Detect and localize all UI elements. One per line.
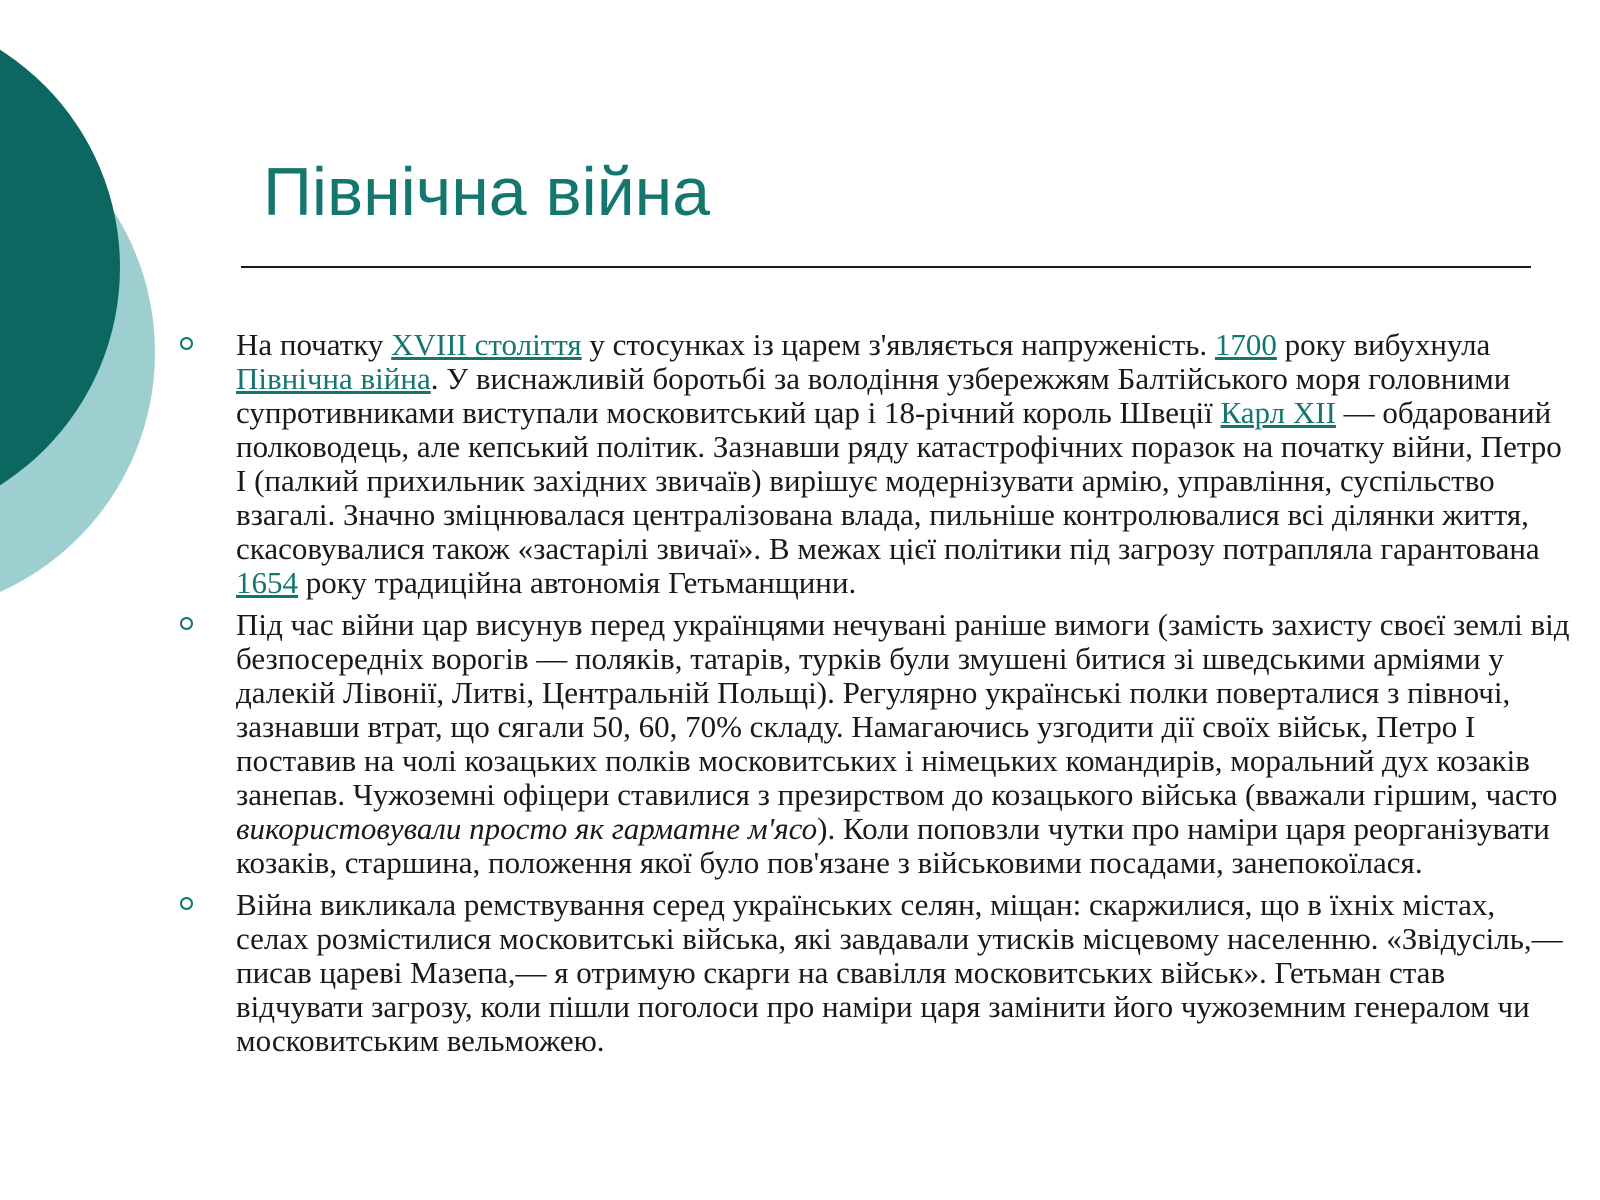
- hollow-circle-bullet-icon: [180, 337, 193, 350]
- title-divider: [241, 266, 1531, 268]
- text-segment: — обдарований полководець, але кепський політик. Зазнавши ряду катастрофічних поразок на початку війни, Петро I (палкий прихильник західних звичаїв) вирішує модернізувати армію, управління, суспільство взагалі. Значно зміцнювалася централізована влада, пильніше контролювалися всі ділянки життя, скасовувалися також «застарілі звичаї». В межах цієї політики під загрозу потрапляла гарантована: [236, 395, 1562, 566]
- hollow-circle-bullet-icon: [180, 617, 193, 630]
- bullet-paragraph-2: [180, 608, 1575, 880]
- italic-text-segment: використовували просто як гарматне м'ясо: [236, 811, 818, 846]
- text-segment: року вибухнула: [1276, 327, 1491, 362]
- link-charles-xii[interactable]: Карл XII: [1220, 395, 1336, 430]
- link-1700[interactable]: 1700: [1214, 327, 1277, 362]
- text-segment: у стосунках із царем з'являється напруженість.: [581, 327, 1215, 362]
- slide-title: Північна війна: [263, 154, 711, 230]
- link-xviii-century[interactable]: XVIII століття: [391, 327, 582, 362]
- bullet-paragraph-1: [180, 328, 1575, 600]
- text-segment: Війна викликала ремствування серед українських селян, міщан: скаржилися, що в їхніх містах, селах розмістилися московитські війська, які завдавали утисків місцевому населенню. «Звідусіль,— писав цареві Мазепа,— я отримую скарги на свавілля московитських військ». Гетьман став відчувати загрозу, коли пішли поголоси про наміри царя замінити його чужоземним генералом чи московитським вельможею.: [236, 887, 1563, 1058]
- link-northern-war[interactable]: Північна війна: [236, 361, 431, 396]
- text-segment: Під час війни цар висунув перед українцями нечувані раніше вимоги (замість захисту своєї землі від безпосередніх ворогів — поляків, татарів, турків були змушені битися зі шведськими арміями у далекій Лівонії, Литві, Центральній Польщі). Регулярно українські полки поверталися з півночі, зазнавши втрат, що сягали 50, 60, 70% складу. Намагаючись узгодити дії своїх військ, Петро I поставив на чолі козацьких полків московитських і німецьких командирів, моральний дух козаків занепав. Чужоземні офіцери ставилися з презирством до козацького війська (вважали гіршим, часто: [236, 607, 1570, 812]
- slide-body: [180, 328, 1575, 1066]
- text-segment: року традиційна автономія Гетьманщини.: [298, 565, 857, 600]
- bullet-paragraph-3: [180, 888, 1575, 1058]
- text-segment: На початку: [236, 327, 392, 362]
- hollow-circle-bullet-icon: [180, 897, 193, 910]
- text-segment: . У виснажливій боротьбі за володіння узбережжям Балтійського моря головними супротивниками виступали московитський цар і 18-річний король Швеції: [236, 361, 1511, 430]
- link-1654[interactable]: 1654: [236, 565, 298, 600]
- text-segment: ). Коли поповзли чутки про наміри царя реорганізувати козаків, старшина, положення якої було пов'язане з військовими посадами, занепокоїлася.: [236, 811, 1550, 880]
